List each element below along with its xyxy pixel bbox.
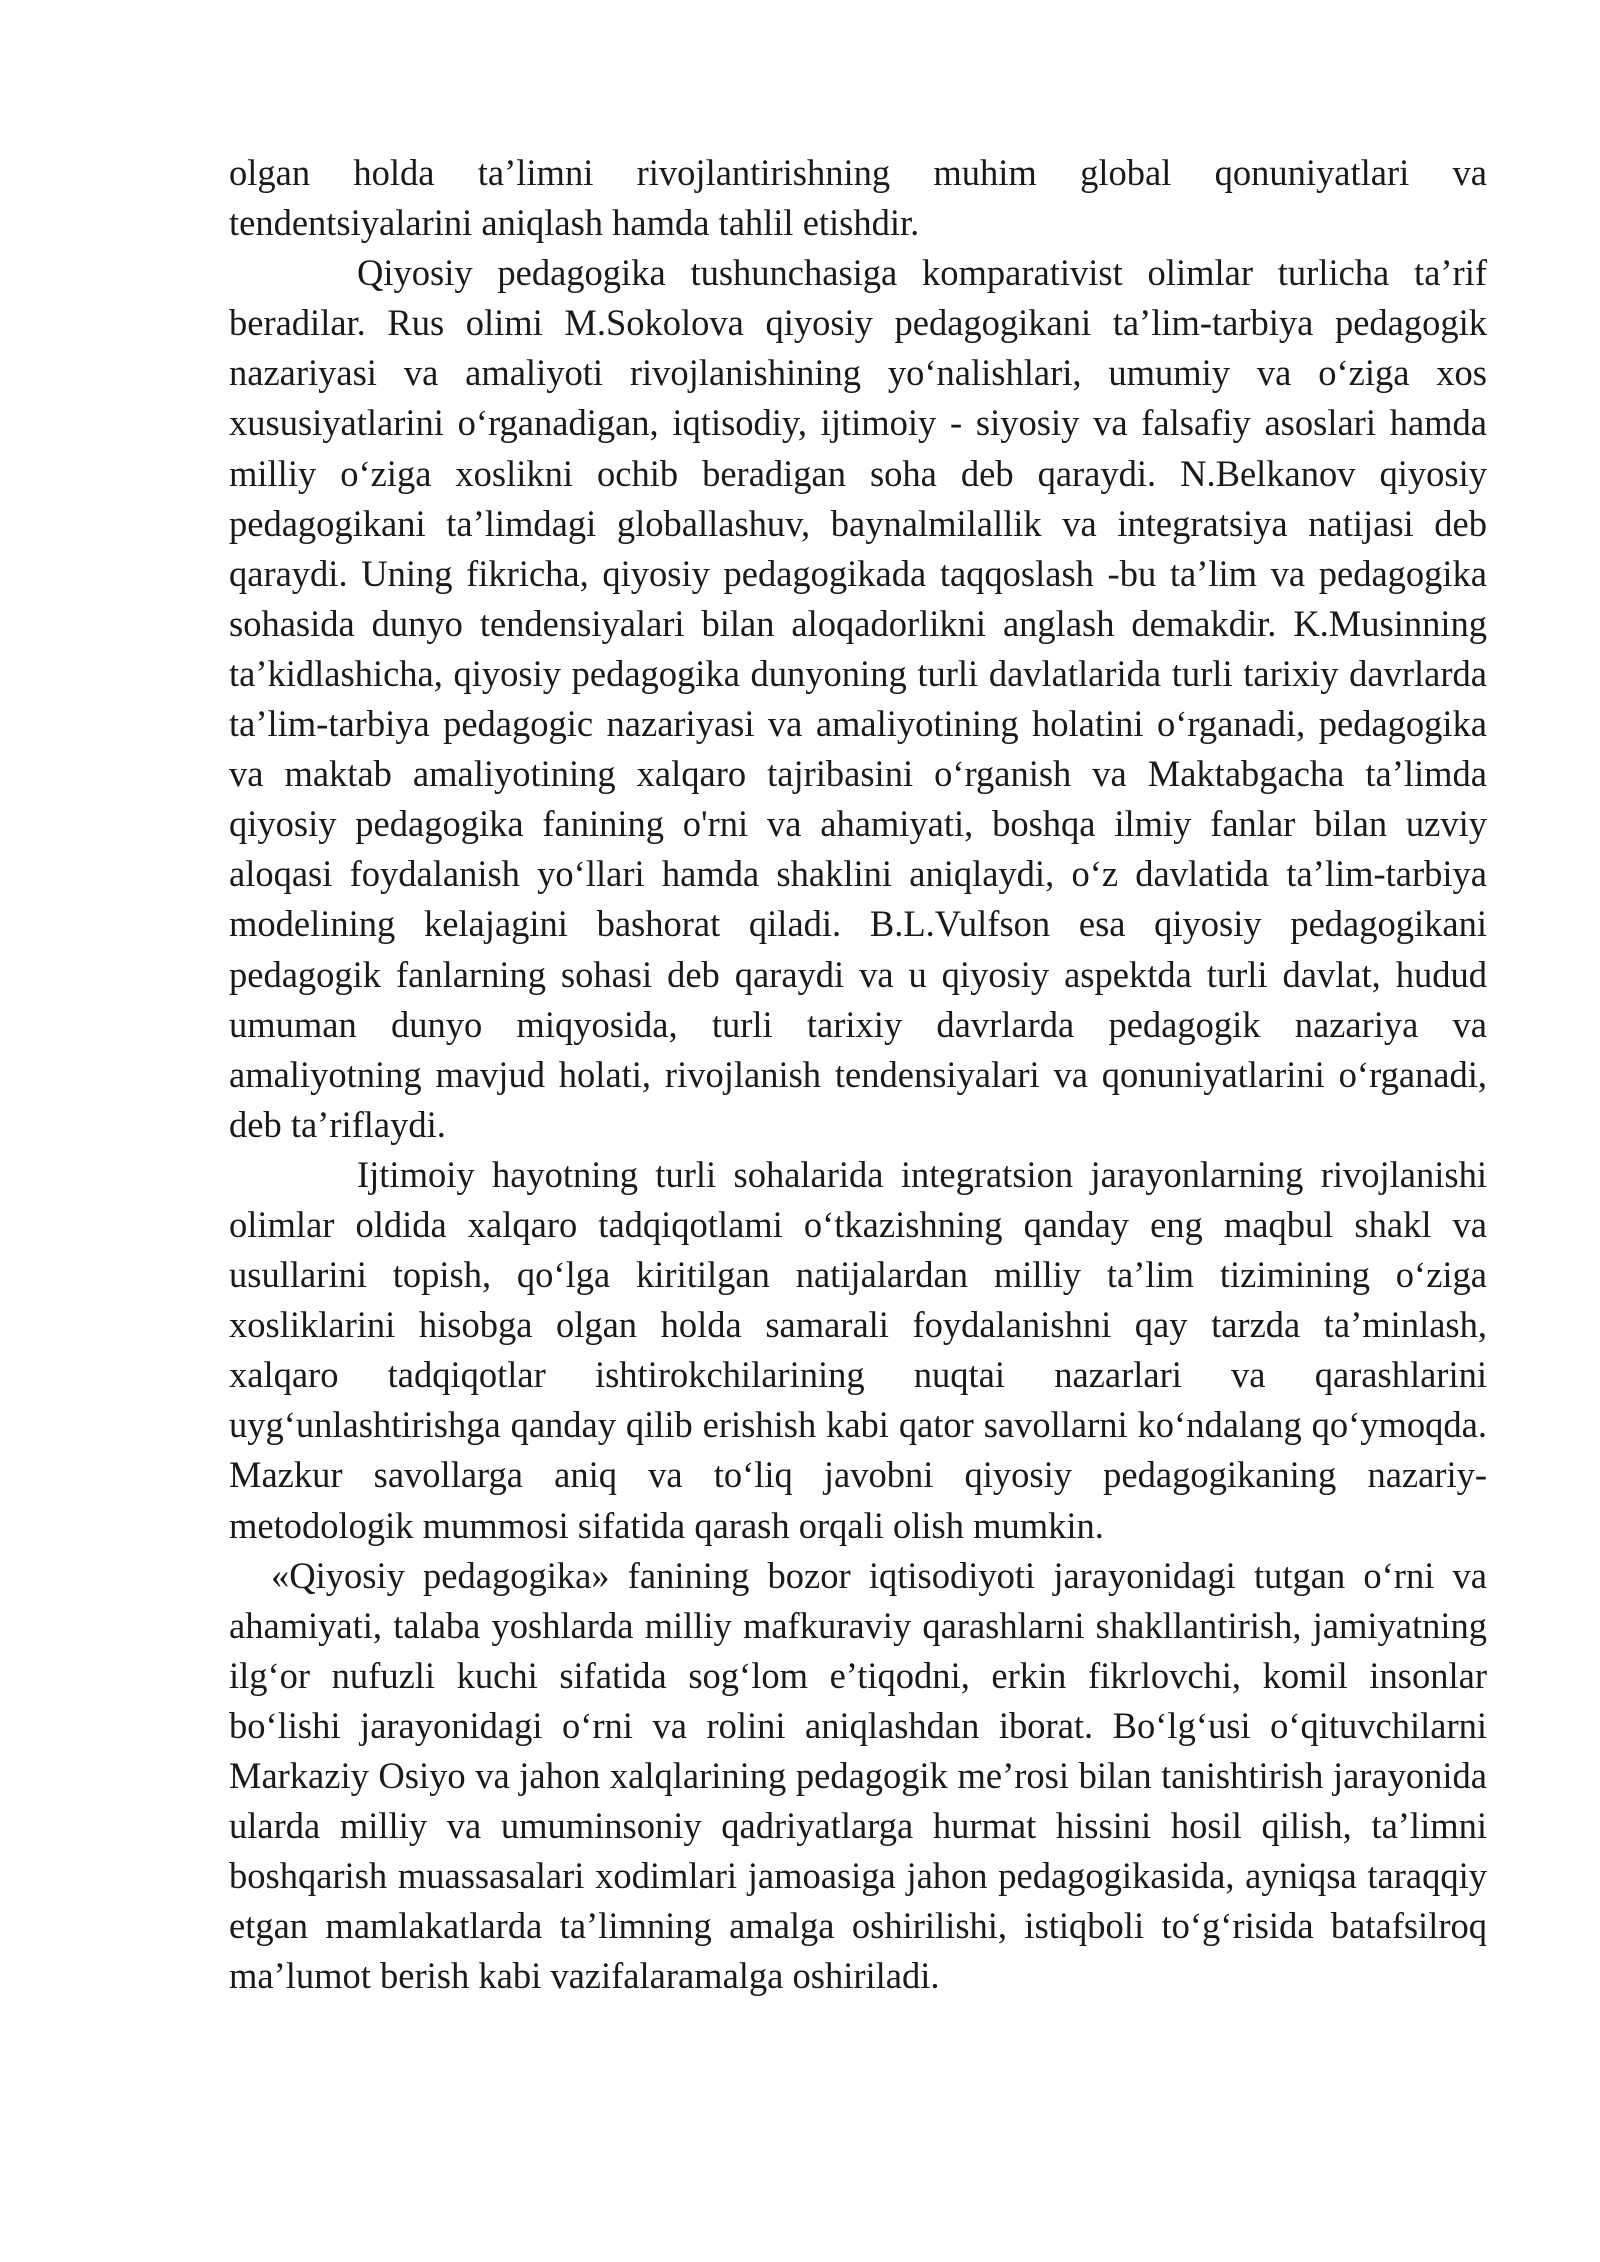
paragraph-integration: Ijtimoiy hayotning turli sohalarida integratsion jarayonlarning rivojlanishi olimlar oldida xalqaro tadqiqotlami o‘tkazishning qanday eng maqbul shakl va usullarini topish, qo‘lga kiritilgan natijalardan milliy ta’lim tizimining o‘ziga xosliklarini hisobga olgan holda samarali foydalanishni qay tarzda ta’minlash, xalqaro tadqiqotlar ishtirokchilarining nuqtai nazarlari va qarashlarini uyg‘unlashtirishga qanday qilib erishish kabi qator savollarni ko‘ndalang qo‘ymoqda. Mazkur savollarga aniq va to‘liq javobni qiyosiy pedagogikaning nazariy-metodologik mummosi sifatida qarash orqali olish mumkin. — [229, 1153, 1487, 1546]
paragraph-definitions: Qiyosiy pedagogika tushunchasiga komparativist olimlar turlicha ta’rif beradilar. Rus olimi M.Sokolova qiyosiy pedagogikani ta’lim-tarbiya pedagogik nazariyasi va amaliyoti rivojlanishining yo‘nalishlari, umumiy va o‘ziga xos xususiyatlarini o‘rganadigan, iqtisodiy, ijtimoiy - siyosiy va falsafiy asoslari hamda milliy o‘ziga xoslikni ochib beradigan soha deb qaraydi. N.Belkanov qiyosiy pedagogikani ta’limdagi globallashuv, baynalmilallik va integratsiya natijasi deb qaraydi. Uning fikricha, qiyosiy pedagogikada taqqoslash -bu ta’lim va pedagogika sohasida dunyo tendensiyalari bilan aloqadorlikni anglash demakdir. K.Musinning ta’kidlashicha, qiyosiy pedagogika dunyoning turli davlatlarida turli tarixiy davrlarda ta’lim-tarbiya pedagogic nazariyasi va amaliyotining holatini o‘rganadi, pedagogika va maktab amaliyotining xalqaro tajribasini o‘rganish va Maktabgacha ta’limda qiyosiy pedagogika fanining o'rni va ahamiyati, boshqa ilmiy fanlar bilan uzviy aloqasi foydalanish yo‘llari hamda shaklini aniqlaydi, o‘z davlatida ta’lim-tarbiya modelining kelajagini bashorat qiladi. B.L.Vulfson esa qiyosiy pedagogikani pedagogik fanlarning sohasi deb qaraydi va u qiyosiy aspektda turli davlat, hudud umuman dunyo miqyosida, turli tarixiy davrlarda pedagogik nazariya va amaliyotning mavjud holati, rivojlanish tendensiyalari va qonuniyatlarini o‘rganadi, deb ta’riflaydi. — [229, 252, 1487, 1145]
paragraph-continuation: olgan holda ta’limni rivojlantirishning muhim global qonuniyatlari va tendentsiyalarini aniqlash hamda tahlil etishdir. — [229, 152, 1487, 244]
paragraph-course-role: «Qiyosiy pedagogika» fanining bozor iqtisodiyoti jarayonidagi tutgan o‘rni va ahamiyati, talaba yoshlarda milliy mafkuraviy qarashlarni shakllantirish, jamiyatning ilg‘or nufuzli kuchi sifatida sog‘lom e’tiqodni, erkin fikrlovchi, komil insonlar bo‘lishi jarayonidagi o‘rni va rolini aniqlashdan iborat. Bo‘lg‘usi o‘qituvchilarni Markaziy Osiyo va jahon xalqlarining pedagogik me’rosi bilan tanishtirish jarayonida ularda milliy va umuminsoniy qadriyatlarga hurmat hissini hosil qilish, ta’limni boshqarish muassasalari xodimlari jamoasiga jahon pedagogikasida, ayniqsa taraqqiy etgan mamlakatlarda ta’limning amalga oshirilishi, istiqboli to‘g‘risida batafsilroq ma’lumot berish kabi vazifalaramalga oshiriladi. — [229, 1554, 1487, 1997]
body-text — [229, 148, 1487, 2001]
